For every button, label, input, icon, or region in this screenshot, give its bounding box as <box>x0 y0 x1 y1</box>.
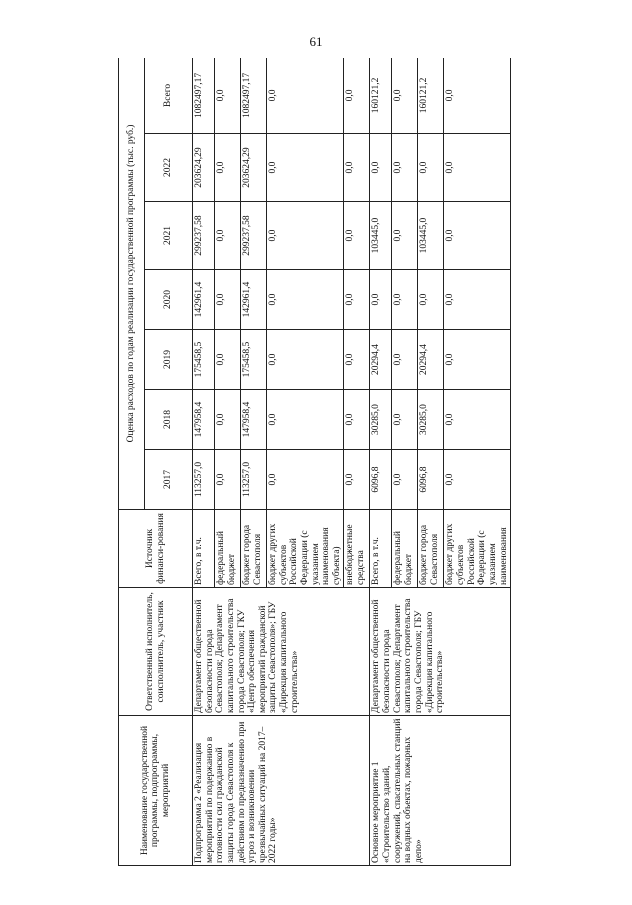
year-value-cell: 113257,0 <box>241 450 267 510</box>
year-value-cell: 103445,0 <box>418 202 444 270</box>
year-value-cell: 0,0 <box>370 134 392 202</box>
year-value-cell: 0,0 <box>344 450 370 510</box>
header-total: Всего <box>145 58 193 134</box>
year-value-cell: 0,0 <box>267 202 344 270</box>
year-value-cell: 175458,5 <box>241 330 267 390</box>
header-year: 2017 <box>145 450 193 510</box>
year-value-cell: 0,0 <box>370 270 392 330</box>
year-value-cell: 142961,4 <box>193 270 215 330</box>
year-value-cell: 30285,0 <box>370 390 392 450</box>
year-value-cell: 0,0 <box>267 270 344 330</box>
total-value-cell: 1082497,17 <box>241 58 267 134</box>
responsible-cell: Департамент общественной безопасности города Севастополя; Департамент капитального строительства города Севастополя; ГБУ «Дирекция капитального строительства» <box>370 588 511 716</box>
funding-source-cell: бюджет города Севастополя <box>418 510 444 588</box>
year-value-cell: 0,0 <box>344 202 370 270</box>
program-name-cell: Основное мероприятие 1 «Строительство зданий, сооружений, спасательных станций на водных объектах, пожарных депо» <box>370 716 511 866</box>
year-value-cell: 0,0 <box>444 450 511 510</box>
year-value-cell: 0,0 <box>444 134 511 202</box>
funding-source-cell: Всего, в т.ч. <box>370 510 392 588</box>
funding-source-cell: бюджет города Севастополя <box>241 510 267 588</box>
year-value-cell: 20294,4 <box>370 330 392 390</box>
year-value-cell: 0,0 <box>392 450 418 510</box>
year-value-cell: 0,0 <box>267 134 344 202</box>
year-value-cell: 0,0 <box>392 270 418 330</box>
year-value-cell: 0,0 <box>444 270 511 330</box>
total-value-cell: 160121,2 <box>418 58 444 134</box>
year-value-cell: 0,0 <box>418 134 444 202</box>
year-value-cell: 175458,5 <box>193 330 215 390</box>
header-year: 2021 <box>145 202 193 270</box>
page-number: 61 <box>309 34 323 49</box>
table-row <box>370 58 392 866</box>
funding-source-cell: федеральный бюджет <box>392 510 418 588</box>
total-value-cell: 0,0 <box>344 58 370 134</box>
total-value-cell: 0,0 <box>444 58 511 134</box>
year-value-cell: 299237,58 <box>193 202 215 270</box>
total-value-cell: 160121,2 <box>370 58 392 134</box>
total-value-cell: 0,0 <box>392 58 418 134</box>
year-value-cell: 0,0 <box>344 330 370 390</box>
header-name: Наименование государственной программы, подпрограммы, мероприятий <box>119 716 193 866</box>
year-value-cell: 203624,29 <box>241 134 267 202</box>
year-value-cell: 147958,4 <box>193 390 215 450</box>
year-value-cell: 6096,8 <box>418 450 444 510</box>
year-value-cell: 203624,29 <box>193 134 215 202</box>
header-year: 2018 <box>145 390 193 450</box>
header-year: 2019 <box>145 330 193 390</box>
year-value-cell: 0,0 <box>215 390 241 450</box>
year-value-cell: 6096,8 <box>370 450 392 510</box>
year-value-cell: 0,0 <box>344 390 370 450</box>
year-value-cell: 113257,0 <box>193 450 215 510</box>
year-value-cell: 0,0 <box>392 390 418 450</box>
header-estimate: Оценка расходов по годам реализации государственной программы (тыс. руб.) <box>119 58 145 510</box>
year-value-cell: 30285,0 <box>418 390 444 450</box>
year-value-cell: 0,0 <box>215 202 241 270</box>
funding-source-cell: внебюджетные средства <box>344 510 370 588</box>
total-value-cell: 0,0 <box>267 58 344 134</box>
budget-table-area <box>118 58 518 866</box>
year-value-cell: 0,0 <box>392 134 418 202</box>
header-responsible: Ответственный исполнитель, соисполнитель, участник <box>119 588 193 716</box>
year-value-cell: 0,0 <box>444 330 511 390</box>
funding-source-cell: федеральный бюджет <box>215 510 241 588</box>
year-value-cell: 0,0 <box>444 390 511 450</box>
table-row <box>193 58 215 866</box>
program-name-cell: Подпрограмма 2 «Реализация мероприятий по подержанию в готовности сил гражданской защиты города Севастополя к действиям по предназначению при угроз и возникновении чрезвычайных ситуаций на 2017–2022 годы» <box>193 716 370 866</box>
year-value-cell: 0,0 <box>392 330 418 390</box>
total-value-cell: 0,0 <box>215 58 241 134</box>
year-value-cell: 20294,4 <box>418 330 444 390</box>
year-value-cell: 0,0 <box>344 270 370 330</box>
year-value-cell: 0,0 <box>344 134 370 202</box>
year-value-cell: 0,0 <box>444 202 511 270</box>
year-value-cell: 147958,4 <box>241 390 267 450</box>
funding-source-cell: бюджет других субъектов Российской Федерации (с указанием наименования <box>444 510 511 588</box>
funding-source-cell: бюджет других субъектов Российской Федерации (с указанием наименования субъекта) <box>267 510 344 588</box>
year-value-cell: 142961,4 <box>241 270 267 330</box>
year-value-cell: 0,0 <box>215 330 241 390</box>
year-value-cell: 0,0 <box>267 450 344 510</box>
header-year: 2020 <box>145 270 193 330</box>
year-value-cell: 0,0 <box>392 202 418 270</box>
header-year: 2022 <box>145 134 193 202</box>
year-value-cell: 0,0 <box>215 134 241 202</box>
funding-source-cell: Всего, в т.ч. <box>193 510 215 588</box>
rotated-table-wrapper <box>118 58 518 866</box>
budget-table <box>118 58 511 866</box>
responsible-cell: Департамент общественной безопасности города Севастополя; Департамент капитального строительства города Севастополя; ГКУ «Центр обеспечения мероприятий гражданской защиты Севастополя»; ГБУ «Дирекция капитального строительства» <box>193 588 370 716</box>
year-value-cell: 299237,58 <box>241 202 267 270</box>
total-value-cell: 1082497,17 <box>193 58 215 134</box>
header-source: Источник финанси-рования <box>119 510 193 588</box>
year-value-cell: 0,0 <box>418 270 444 330</box>
year-value-cell: 0,0 <box>267 390 344 450</box>
year-value-cell: 0,0 <box>215 450 241 510</box>
year-value-cell: 0,0 <box>215 270 241 330</box>
year-value-cell: 103445,0 <box>370 202 392 270</box>
budget-table-body <box>193 58 511 866</box>
year-value-cell: 0,0 <box>267 330 344 390</box>
